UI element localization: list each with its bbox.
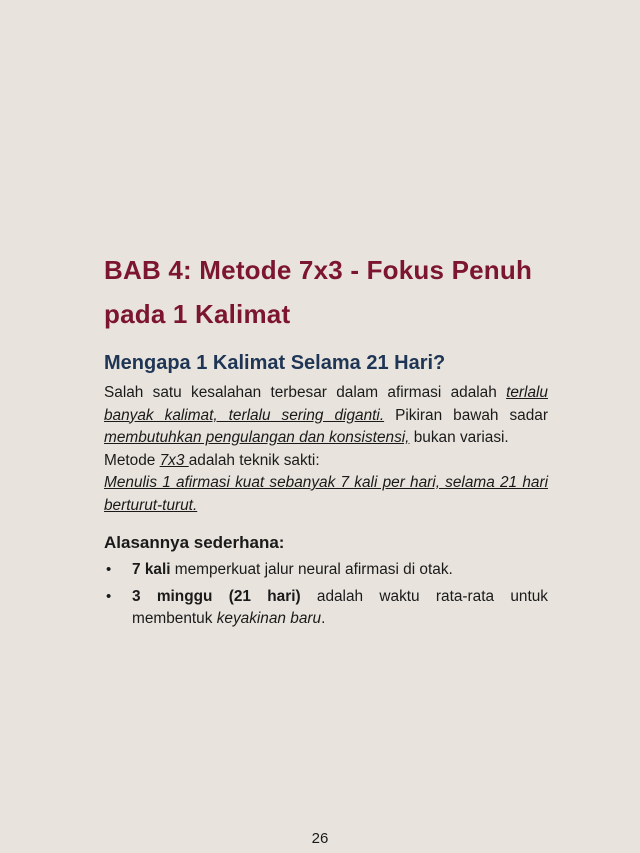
sentence-2-emphasis: membutuhkan pengulangan dan konsistensi, — [104, 429, 410, 446]
method-definition: Menulis 1 afirmasi kuat sebanyak 7 kali per hari, selama 21 hari berturut-turut. — [104, 474, 548, 514]
sentence-3-emphasis: 7x3 — [159, 451, 189, 469]
reason-tail: . — [321, 610, 326, 627]
sentence-2-tail: bukan variasi. — [409, 429, 509, 446]
page-number: 26 — [311, 830, 329, 847]
chapter-title: BAB 4: Metode 7x3 - Fokus Penuh pada 1 Kalimat — [104, 255, 533, 329]
reason-text: memperkuat jalur neural afirmasi di otak. — [170, 561, 453, 578]
section-heading: Mengapa 1 Kalimat Selama 21 Hari? — [104, 352, 446, 374]
list-item — [104, 586, 548, 631]
sentence-2-text: Pikiran bawah sadar — [384, 406, 548, 424]
reasons-heading: Alasannya sederhana: — [104, 533, 285, 552]
reason-bold: 7 kali — [132, 561, 171, 578]
sentence-3-tail: adalah teknik sakti: — [188, 451, 320, 469]
page-content — [104, 248, 548, 635]
reasons-list — [104, 559, 548, 631]
list-item — [104, 559, 548, 582]
reason-italic: keyakinan baru — [216, 610, 322, 627]
reason-text: adalah waktu rata-rata untuk membentuk — [132, 587, 548, 627]
reason-bold: 3 minggu (21 hari) — [132, 587, 301, 605]
sentence-1-text: Salah satu kesalahan terbesar dalam afirmasi adalah — [104, 384, 507, 401]
sentence-1-emphasis: terlalu banyak kalimat, terlalu sering diganti. — [104, 384, 548, 424]
sentence-3-text: Metode — [104, 451, 160, 469]
intro-paragraph — [104, 382, 548, 517]
